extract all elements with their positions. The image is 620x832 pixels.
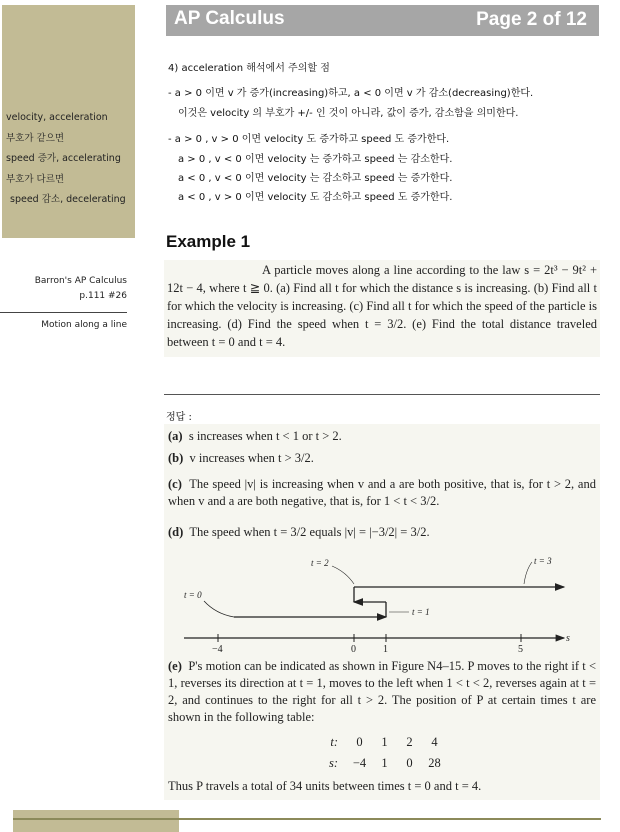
header-title: AP Calculus (174, 8, 285, 29)
sidebar-notes-box (2, 5, 135, 238)
time-label: t = 1 (412, 607, 430, 617)
position-table (314, 731, 448, 775)
notes-heading: 4) acceleration 해석에서 주의할 점 (168, 63, 330, 74)
axis-tick-label: 5 (518, 644, 523, 654)
answer-b: (b) v increases when t > 3/2. (168, 451, 314, 465)
notes-case: a < 0 , v > 0 이면 velocity 도 감소하고 speed 도 증가한다. (178, 192, 453, 203)
table-row (316, 733, 446, 752)
answer-label: 정답 : (166, 412, 192, 423)
notes-case: a > 0 , v < 0 이면 velocity 는 증가하고 speed 는 감소한다. (178, 154, 453, 165)
table-cell: −4 (352, 756, 367, 770)
table-cell: 1 (381, 735, 388, 749)
answer-b-text: v increases when t > 3/2. (189, 451, 314, 465)
sidebar-notes (6, 108, 126, 211)
answer-d-text: The speed when t = 3/2 equals |v| = |−3/2| = 3/2. (189, 525, 430, 539)
answer-e-text: P's motion can be indicated as shown in Figure N4–15. P moves to the right if t < 1, reverses its direction at t = 1, moves to the left when 1 < t < 2, reverses again at t = 2, and continues to the right for all t > 2. The position of P at certain times t are shown in the following table: (168, 659, 596, 724)
problem-statement (164, 260, 600, 357)
motion-diagram (164, 554, 600, 654)
notes-case: a < 0 , v < 0 이면 velocity 는 감소하고 speed 는 증가한다. (178, 173, 453, 184)
table-cell: 0 (356, 735, 363, 749)
divider (0, 312, 127, 313)
leader-line (204, 601, 234, 617)
divider (164, 394, 600, 395)
table-cell: 4 (431, 735, 438, 749)
footer-block (13, 810, 179, 832)
notes-case: - a > 0 , v > 0 이면 velocity 도 증가하고 speed 도 증가한다. (168, 134, 450, 145)
sidebar-note: velocity, acceleration (6, 112, 108, 123)
answer-d: (d) The speed when t = 3/2 equals |v| = |−3/2| = 3/2. (168, 525, 430, 539)
page-header (166, 5, 599, 36)
reference-page: p.111 #26 (79, 291, 127, 301)
axis-tick-label: −4 (212, 644, 223, 654)
axis-label: s (566, 633, 570, 644)
table-cell: 28 (428, 756, 441, 770)
answer-c: (c) The speed |v| is increasing when v and a are both positive, that is, for t > 2, and when v and a are both negative, that is, for 1 < t < 3/2. (168, 477, 596, 508)
notes-line: 이것은 velocity 의 부호가 +/- 인 것이 아니라, 값이 증가, 감소함을 의미한다. (178, 108, 519, 119)
table-cell: 1 (381, 756, 388, 770)
time-label: t = 0 (184, 590, 202, 600)
axis-tick-label: 1 (383, 644, 388, 654)
axis-tick-label: 0 (351, 644, 356, 654)
reference (0, 274, 127, 304)
answer-conclusion: Thus P travels a total of 34 units between times t = 0 and t = 4. (168, 779, 482, 793)
sidebar-note: speed 감소, decelerating (10, 194, 126, 205)
answer-a-text: s increases when t < 1 or t > 2. (188, 429, 342, 443)
table-cell: 0 (406, 756, 413, 770)
notes-line: - a > 0 이면 v 가 증가(increasing)하고, a < 0 이면 v 가 감소(decreasing)한다. (168, 88, 534, 99)
table-cell: 2 (406, 735, 413, 749)
time-label: t = 2 (311, 558, 329, 568)
time-label: t = 3 (534, 556, 552, 566)
problem-text: A particle moves along a line according to the law s = 2t³ − 9t² + 12t − 4, where t ≧ 0. (a) Find all t for which the distance s is increasing. (b) Find all t for which the velocity is increasing. (c) Find all t for which the speed of the particle is increasing. (d) Find the speed when t = 3/2. (e) Find the total distance traveled between t = 0 and t = 4. (167, 263, 597, 349)
answer-a: (a) s increases when t < 1 or t > 2. (168, 429, 342, 443)
leader-line (332, 566, 354, 584)
footer-line (13, 818, 601, 820)
example-title: Example 1 (166, 232, 251, 251)
answer-block (164, 424, 600, 800)
table-row (316, 754, 446, 773)
sidebar-note: 부호가 다르면 (6, 173, 65, 185)
table-row-label: s: (328, 756, 338, 770)
leader-line (524, 562, 532, 584)
table-row-label: t: (330, 735, 338, 749)
page-number: Page 2 of 12 (476, 9, 587, 30)
answer-c-text: The speed |v| is increasing when v and a are both positive, that is, for t > 2, and when v and a are both negative, that is, for 1 < t < 3/2. (168, 477, 596, 508)
answer-e: (e) P's motion can be indicated as shown in Figure N4–15. P moves to the right if t < 1, reverses its direction at t = 1, moves to the left when 1 < t < 2, reverses again at t = 2, and continues to the right for all t > 2. The position of P at certain times t are shown in the following table: (168, 659, 596, 724)
reference-book: Barron's AP Calculus (34, 276, 127, 286)
sidebar-note: 부호가 같으면 (6, 132, 65, 144)
topic-label: Motion along a line (41, 320, 127, 330)
sidebar-note: speed 증가, accelerating (6, 153, 121, 164)
